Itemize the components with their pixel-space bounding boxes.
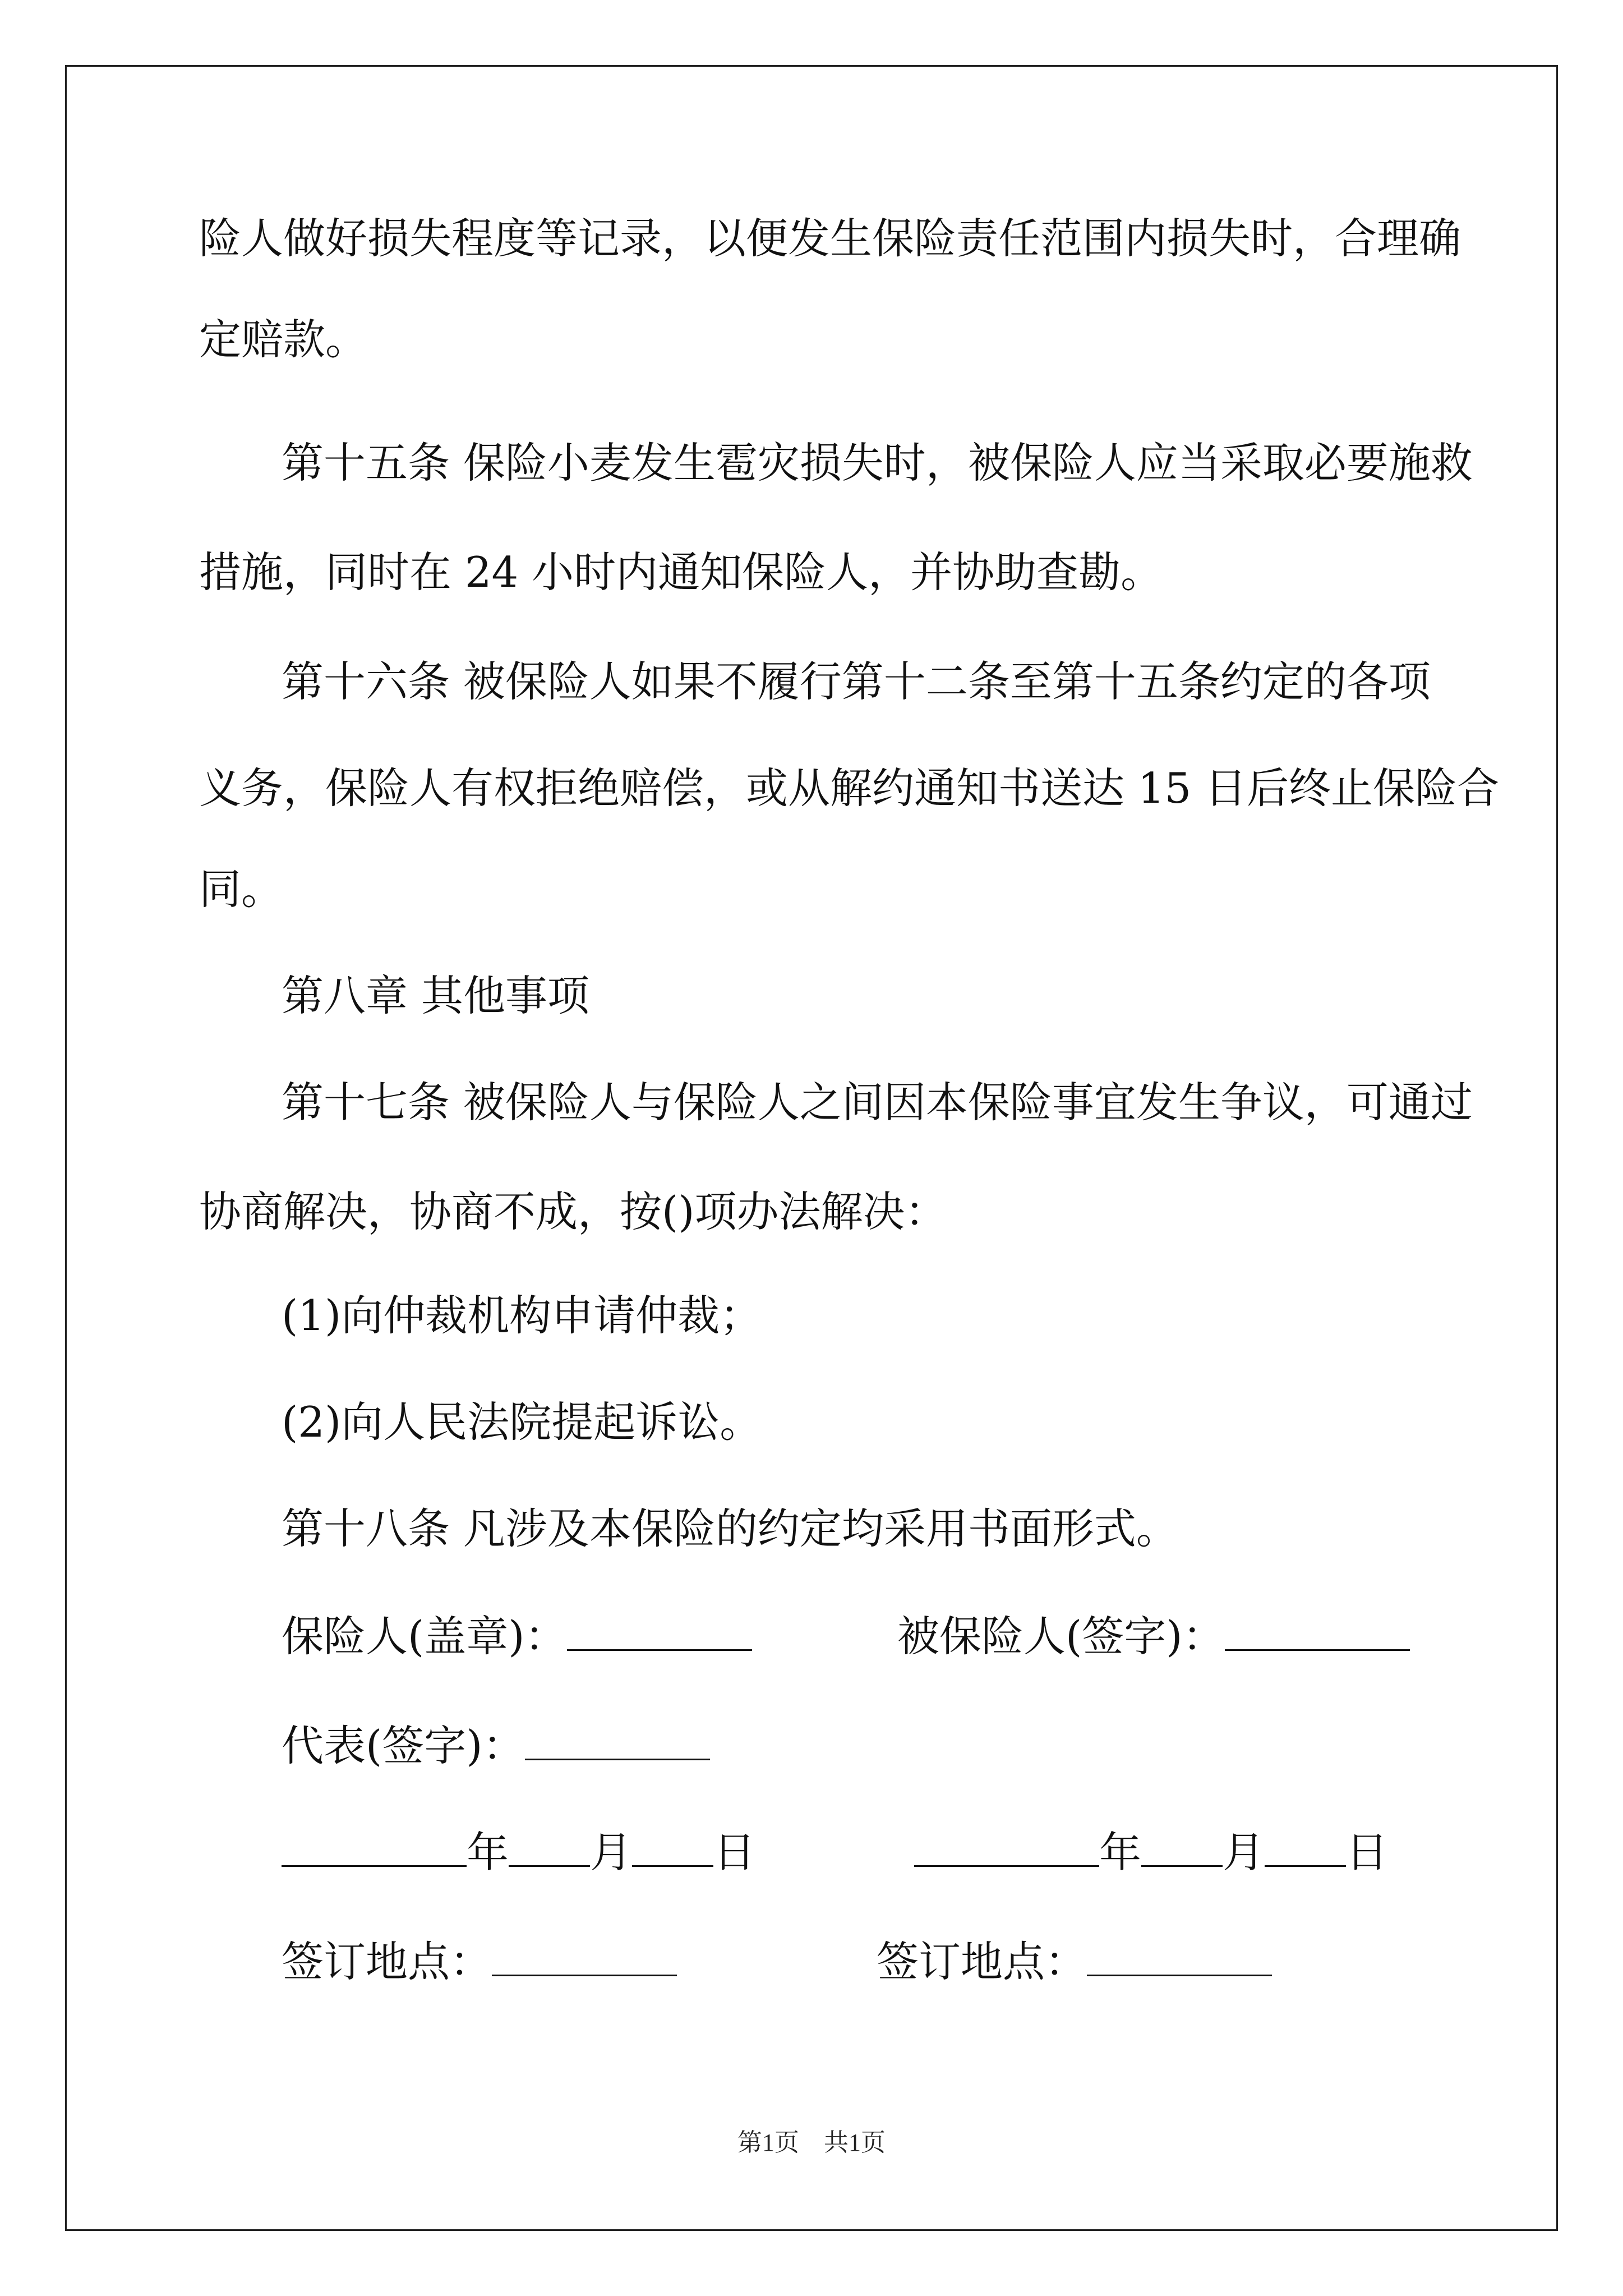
insurer-label: 保险人(盖章)：: [282, 1612, 567, 1661]
place-blank[interactable]: [492, 1935, 677, 1976]
page-number: 第1页 共1页: [737, 2129, 886, 2156]
month-blank[interactable]: [509, 1826, 590, 1867]
paragraph-line: [199, 763, 1500, 813]
paragraph-line: [282, 1077, 1473, 1128]
date-left: [282, 1826, 755, 1878]
day-blank[interactable]: [1265, 1826, 1346, 1867]
text-line: 第十五条 保险小麦发生雹灾损失时，被保险人应当采取必要施救: [282, 438, 1473, 487]
paragraph-line: [199, 213, 1461, 264]
insured-label: 被保险人(签字)：: [897, 1612, 1225, 1661]
paragraph-line: [199, 314, 367, 365]
representative-signature: [282, 1719, 710, 1771]
text-line: 第十七条 被保险人与保险人之间因本保险事宜发生争议，可通过: [282, 1078, 1473, 1127]
heading-text: 第八章 其他事项: [282, 971, 589, 1020]
text-line: 第十六条 被保险人如果不履行第十二条至第十五条约定的各项: [282, 657, 1431, 706]
month-label: 月: [590, 1828, 633, 1877]
option-text: (1)向仲裁机构申请仲裁；: [282, 1291, 762, 1340]
paragraph-line: [199, 547, 1163, 597]
text-line: 第十八条 凡涉及本保险的约定均采用书面形式。: [282, 1504, 1178, 1553]
day-label: 日: [713, 1828, 756, 1877]
place-blank[interactable]: [1087, 1935, 1272, 1976]
month-blank[interactable]: [1141, 1826, 1223, 1867]
text-line: 协商解决，协商不成，按()项办法解决：: [199, 1187, 947, 1236]
paragraph-line: [199, 864, 283, 914]
insurer-signature: [282, 1610, 752, 1662]
page-footer: [0, 2126, 1623, 2160]
page-border: [65, 65, 1558, 2231]
text-line: 同。: [199, 864, 284, 914]
text-line: 措施，同时在 24 小时内通知保险人，并协助查勘。: [199, 547, 1163, 597]
paragraph-line: [199, 1186, 947, 1237]
insured-blank[interactable]: [1225, 1610, 1410, 1651]
place-label: 签订地点：: [877, 1937, 1087, 1986]
text-line: 定赔款。: [199, 315, 368, 364]
year-label: 年: [1099, 1828, 1142, 1877]
text-line: 险人做好损失程度等记录，以便发生保险责任范围内损失时，合理确: [199, 214, 1461, 263]
day-blank[interactable]: [632, 1826, 713, 1867]
year-blank[interactable]: [282, 1826, 467, 1867]
month-label: 月: [1223, 1828, 1265, 1877]
year-label: 年: [467, 1828, 509, 1877]
place-left: [282, 1935, 677, 1987]
year-blank[interactable]: [914, 1826, 1099, 1867]
text-line: 义务，保险人有权拒绝赔偿，或从解约通知书送达 15 日后终止保险合: [199, 763, 1500, 813]
representative-label: 代表(签字)：: [282, 1721, 525, 1770]
day-label: 日: [1346, 1828, 1389, 1877]
place-label: 签订地点：: [282, 1937, 492, 1986]
insured-signature: [897, 1610, 1410, 1662]
paragraph-line: [282, 1503, 1178, 1554]
place-right: [877, 1935, 1272, 1987]
paragraph-line: [282, 438, 1473, 488]
date-right: [914, 1826, 1388, 1878]
paragraph-line: [282, 656, 1431, 707]
representative-blank[interactable]: [525, 1719, 710, 1760]
chapter-heading: [282, 970, 589, 1021]
option-line: [282, 1290, 762, 1341]
option-text: (2)向人民法院提起诉讼。: [282, 1397, 762, 1447]
option-line: [282, 1397, 762, 1447]
insurer-blank[interactable]: [567, 1610, 752, 1651]
